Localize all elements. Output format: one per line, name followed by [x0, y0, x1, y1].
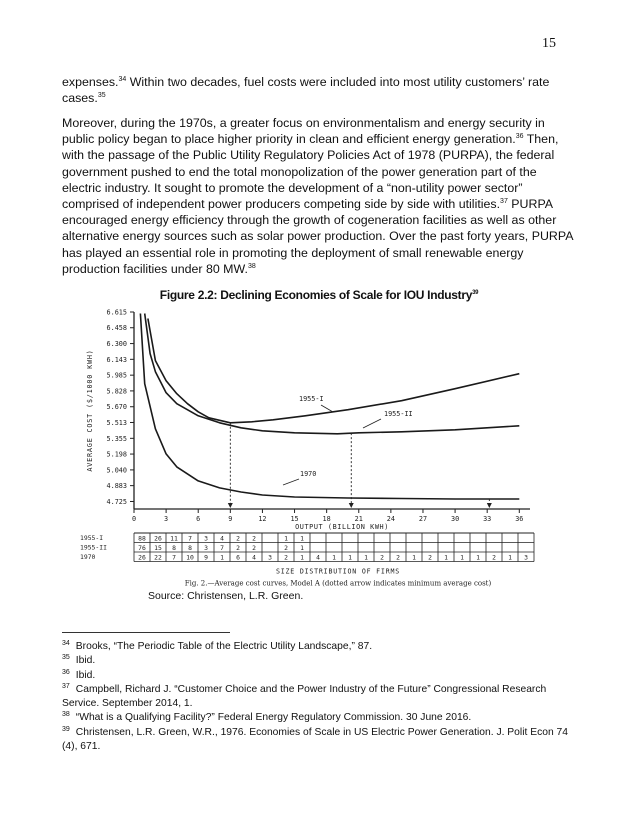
table-cell: 2: [492, 553, 496, 562]
y-tick-label: 4.883: [106, 482, 127, 491]
table-cell: 1: [444, 553, 448, 562]
table-cell: 7: [220, 543, 224, 552]
table-cell: 1: [220, 553, 224, 562]
x-tick-label: 36: [515, 515, 524, 523]
paragraph-purpa: [62, 115, 574, 277]
table-cell: 4: [220, 534, 224, 543]
table-row-label: 1955-II: [80, 543, 107, 552]
x-axis-label: OUTPUT (BILLION KWH): [295, 523, 389, 531]
x-tick-label: 30: [450, 515, 460, 523]
y-axis-label: AVERAGE COST ($/1000 KWH): [86, 349, 94, 472]
x-tick-label: 15: [290, 515, 299, 523]
series-label-leader: [321, 405, 333, 412]
curve-1970: [140, 314, 519, 500]
table-cell: 2: [284, 553, 288, 562]
y-tick-label: 5.198: [106, 450, 127, 459]
paragraph-text: Moreover, during the 1970s, a greater focus on environmentalism and energy security in public policy began to place higher priority in clean and efficient energy generation.: [62, 116, 545, 147]
table-cell: 2: [380, 553, 384, 562]
y-tick-label: 5.040: [106, 466, 127, 475]
table-cell: 1: [476, 553, 480, 562]
table-cell: 26: [138, 553, 146, 562]
table-cell: 2: [252, 543, 256, 552]
x-tick-label: 12: [258, 515, 267, 523]
table-cell: 4: [316, 553, 320, 562]
footnote-34: [62, 640, 582, 654]
table-cell: 1: [300, 534, 304, 543]
table-cell: 3: [204, 543, 208, 552]
paragraph-expenses: [62, 74, 574, 106]
paragraph-text: Then, with the passage of the Public Utility Regulatory Policies Act of 1978 (PURPA), the federal government pushed to end the total monopolization of the power generation part of the electric industry. It sought to promote the development of a “non-utility power sector” comprised of independent power producers competing side by side with utilities.: [62, 132, 559, 212]
table-cell: 2: [396, 553, 400, 562]
series-label-leader: [363, 419, 381, 428]
table-cell: 1: [364, 553, 368, 562]
y-tick-label: 5.513: [106, 418, 127, 427]
footnote-ref[interactable]: 35: [97, 92, 106, 100]
footnote-text: Ibid.: [75, 669, 96, 681]
y-tick-label: 6.300: [106, 340, 127, 349]
table-cell: 2: [252, 534, 256, 543]
x-tick-label: 24: [386, 515, 395, 523]
y-tick-label: 6.458: [106, 324, 127, 333]
table-cell: 10: [186, 553, 194, 562]
footnote-text: Christensen, L.R. Green, W.R., 1976. Economies of Scale in US Electric Power Generation. J. Polit Econ 74 (4), 671.: [62, 726, 568, 753]
footnote-text: “What is a Qualifying Facility?” Federal Energy Regulatory Commission. 30 June 2016.: [75, 712, 472, 724]
footnote-divider: [62, 632, 230, 633]
table-cell: 4: [252, 553, 256, 562]
table-cell: 9: [204, 553, 208, 562]
table-cell: 1: [332, 553, 336, 562]
table-cell: 1: [284, 534, 288, 543]
footnote-36: [62, 669, 582, 683]
figure-title-text: Figure 2.2: Declining Economies of Scale for IOU Industry: [159, 288, 473, 302]
table-heading: SIZE DISTRIBUTION OF FIRMS: [275, 567, 401, 576]
series-label-1970: 1970: [300, 470, 317, 478]
x-tick-label: 6: [196, 515, 201, 523]
series-label-leader: [283, 479, 299, 485]
y-tick-label: 5.985: [106, 371, 127, 380]
figure-source: Source: Christensen, L.R. Green.: [148, 590, 304, 602]
footnote-number: 34: [62, 640, 70, 647]
x-tick-label: 21: [354, 515, 363, 523]
table-cell: 1: [412, 553, 416, 562]
y-tick-label: 5.828: [106, 387, 127, 396]
footnote-number: 38: [62, 711, 70, 719]
min-cost-arrow-1955-i: [228, 503, 233, 508]
footnote-37: [62, 683, 582, 712]
footnote-number: 37: [62, 682, 70, 690]
footnote-ref[interactable]: 37: [500, 198, 508, 206]
table-cell: 1: [460, 553, 464, 562]
paragraph-text: Within two decades, fuel costs were included into most utility customers’ rate cases.: [62, 75, 550, 106]
table-cell: 1: [508, 553, 512, 562]
table-cell: 2: [284, 543, 288, 552]
series-label-1955-ii: 1955-II: [384, 410, 413, 418]
table-cell: 7: [188, 534, 192, 543]
y-tick-label: 4.725: [106, 497, 127, 506]
min-cost-arrow-1955-ii: [349, 503, 354, 508]
table-cell: 1: [300, 553, 304, 562]
table-cell: 6: [236, 553, 240, 562]
footnote-ref[interactable]: 38: [247, 262, 256, 270]
footnote-35: [62, 654, 582, 668]
table-cell: 26: [154, 534, 162, 543]
table-cell: 3: [204, 534, 208, 543]
footnote-ref[interactable]: 39: [472, 290, 479, 296]
series-label-1955-i: 1955-I: [299, 395, 324, 403]
table-cell: 3: [268, 553, 272, 562]
average-cost-chart: [78, 304, 538, 588]
footnote-text: Ibid.: [75, 655, 96, 667]
y-tick-label: 6.143: [106, 355, 127, 364]
y-tick-label: 5.355: [106, 434, 127, 443]
footnote-ref[interactable]: 36: [515, 133, 524, 141]
figure-title: [0, 288, 638, 302]
x-tick-label: 18: [322, 515, 331, 523]
table-cell: 76: [138, 543, 146, 552]
table-cell: 88: [138, 534, 146, 543]
table-cell: 11: [170, 534, 178, 543]
table-cell: 8: [172, 543, 176, 552]
table-cell: 2: [428, 553, 432, 562]
footnotes: [62, 640, 582, 754]
table-cell: 15: [154, 543, 162, 552]
paragraph-text: PURPA encouraged energy efficiency through the growth of cogeneration facilities as well as other alternative energy sources such as solar power production. Over the past forty years, PURPA has played an essential role in promoting the deployment of small renewable energy production facilities under 80 MW.: [62, 197, 573, 276]
y-tick-label: 5.670: [106, 403, 127, 412]
table-row-label: 1955-I: [80, 534, 104, 543]
table-cell: 7: [172, 553, 176, 562]
table-cell: 2: [236, 543, 240, 552]
curve-1955-i: [148, 319, 519, 423]
footnote-number: 39: [62, 725, 70, 733]
footnote-39: [62, 726, 582, 755]
table-cell: 3: [524, 553, 528, 562]
page-number: 15: [542, 36, 556, 51]
paragraph-text: expenses.: [62, 75, 119, 89]
footnote-number: 36: [62, 668, 70, 676]
figure-caption: Fig. 2.—Average cost curves, Model A (dotted arrow indicates minimum average cost): [184, 579, 492, 588]
table-cell: 1: [300, 543, 304, 552]
table-row-label: 1970: [80, 553, 96, 562]
table-cell: 8: [188, 543, 192, 552]
x-tick-label: 3: [164, 515, 169, 523]
y-tick-label: 6.615: [106, 308, 127, 317]
x-tick-label: 0: [131, 515, 137, 523]
footnote-38: [62, 711, 582, 725]
footnote-text: Brooks, “The Periodic Table of the Electric Utility Landscape,” 87.: [75, 641, 373, 652]
x-tick-label: 27: [418, 515, 428, 523]
x-tick-label: 33: [483, 515, 492, 523]
table-cell: 22: [154, 553, 162, 562]
footnote-number: 35: [62, 654, 70, 662]
table-cell: 2: [236, 534, 240, 543]
curve-1955-ii: [145, 314, 520, 434]
footnote-text: Campbell, Richard J. “Customer Choice and the Power Industry of the Future” Congressional Research Service. September 2014, 1.: [62, 683, 547, 710]
footnote-ref[interactable]: 34: [118, 76, 127, 83]
table-cell: 1: [348, 553, 352, 562]
x-tick-label: 9: [228, 515, 233, 523]
min-cost-arrow-1970: [487, 503, 492, 508]
chart-svg: [78, 304, 538, 588]
